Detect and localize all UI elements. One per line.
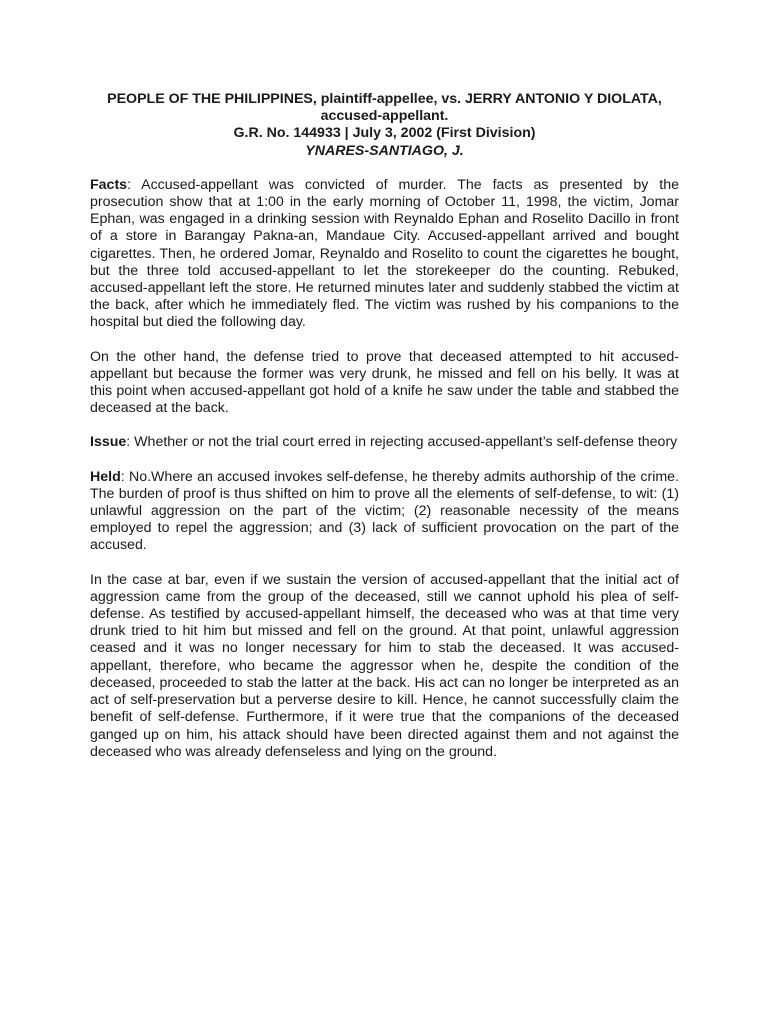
- facts-text: : Accused-appellant was convicted of murder. The facts as presented by the prosecution show that at 1:00 in the early morning of October 11, 1998, the victim, Jomar Ephan, was engaged in a drinking session with Reynaldo Ephan and Roselito Dacillo in front of a store in Barangay Pakna-an, Mandaue City. Accused-appellant arrived and bought cigarettes. Then, he ordered Jomar, Reynaldo and Roselito to count the cigarettes he bought, but the three told accused-appellant to let the storekeeper do the counting. Rebuked, accused-appellant left the store. He returned minutes later and suddenly stabbed the victim at the back, after which he immediately fled. The victim was rushed by his companions to the hospital but died the following day.: [90, 176, 679, 331]
- issue-paragraph: [90, 434, 679, 451]
- facts-label: Facts: [90, 176, 128, 193]
- case-at-bar-text: In the case at bar, even if we sustain the version of accused-appellant that the initial act of aggression came from the group of the deceased, still we cannot uphold his plea of self-defense. As testified by accused-appellant himself, the deceased who was at that time very drunk tried to hit him but missed and fell on the ground. At that point, unlawful aggression ceased and it was no longer necessary for him to stab the deceased. It was accused-appellant, therefore, who became the aggressor when he, despite the condition of the deceased, proceeded to stab the latter at the back. His act can no longer be interpreted as an act of self-preservation but a perverse desire to kill. Hence, he cannot successfully claim the benefit of self-defense. Furthermore, if it were true that the companions of the deceased ganged up on him, his attack should have been directed against them and not against the deceased who was already defenseless and lying on the ground.: [90, 571, 679, 760]
- held-text: : No.Where an accused invokes self-defense, he thereby admits authorship of the crime. The burden of proof is thus shifted on him to prove all the elements of self-defense, to wit: (1) unlawful aggression on the part of the victim; (2) reasonable necessity of the means employed to repel the aggression; and (3) lack of sufficient provocation on the part of the accused.: [90, 468, 679, 554]
- facts-paragraph: [90, 177, 679, 332]
- held-label: Held: [90, 468, 121, 485]
- defense-text: On the other hand, the defense tried to prove that deceased attempted to hit accused-appellant but because the former was very drunk, he missed and fell on his belly. It was at this point when accused-appellant got hold of a knife he saw under the table and stabbed the deceased at the back.: [90, 348, 679, 417]
- document-page: [90, 91, 679, 778]
- held-paragraph: [90, 469, 679, 555]
- case-title: PEOPLE OF THE PHILIPPINES, plaintiff-appellee, vs. JERRY ANTONIO Y DIOLATA, accused-appellant.: [107, 91, 662, 125]
- case-header: [90, 91, 679, 160]
- issue-text: : Whether or not the trial court erred in rejecting accused-appellant’s self-defense theory: [126, 434, 678, 451]
- issue-label: Issue: [90, 434, 127, 451]
- defense-paragraph: [90, 349, 679, 418]
- case-at-bar-paragraph: [90, 572, 679, 761]
- ponente: YNARES-SANTIAGO, J.: [305, 142, 464, 159]
- case-citation: G.R. No. 144933 | July 3, 2002 (First Division): [233, 125, 536, 142]
